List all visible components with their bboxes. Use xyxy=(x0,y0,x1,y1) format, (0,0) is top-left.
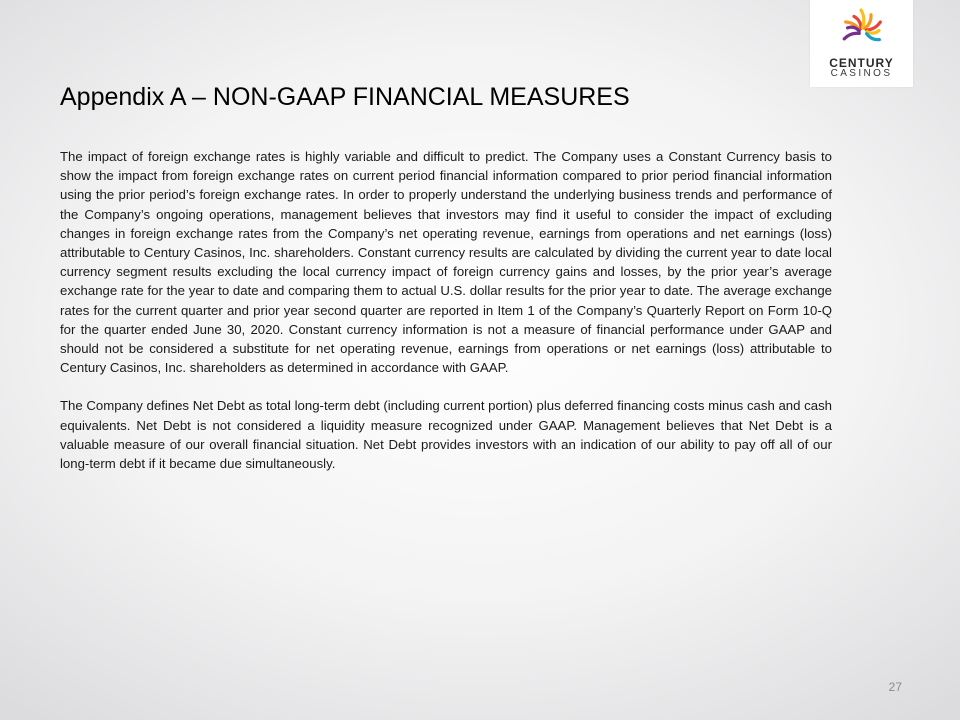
paragraph-constant-currency: The impact of foreign exchange rates is highly variable and difficult to predict. The Company uses a Constant Currency basis to show the impact from foreign exchange rates on current period financial information compared to prior period financial information using the prior period’s foreign exchange rates. In order to properly understand the underlying business trends and performance of the Company’s ongoing operations, management believes that investors may find it useful to consider the impact of excluding changes in foreign exchange rates from the Company’s net operating revenue, earnings from operations and net earnings (loss) attributable to Century Casinos, Inc. shareholders. Constant currency results are calculated by dividing the current year to date local currency segment results excluding the local currency impact of foreign currency gains and losses, by the prior year’s average exchange rate for the year to date and comparing them to actual U.S. dollar results for the prior year to date. The average exchange rates for the current quarter and prior year second quarter are reported in Item 1 of the Company’s Quarterly Report on Form 10-Q for the quarter ended June 30, 2020. Constant currency information is not a measure of financial performance under GAAP and should not be considered a substitute for net operating revenue, earnings from operations or net earnings (loss) attributable to Century Casinos, Inc. shareholders as determined in accordance with GAAP. xyxy=(60,149,832,376)
logo-ray xyxy=(848,27,860,31)
logo-brand-top: CENTURY xyxy=(829,56,894,70)
page-number: 27 xyxy=(888,680,902,694)
century-casinos-logo xyxy=(810,0,913,87)
paragraph-net-debt: The Company defines Net Debt as total long-term debt (including current portion) plus deferred financing costs minus cash and cash equivalents. Net Debt is not considered a liquidity measure recognized under GAAP. Management believes that Net Debt is a valuable measure of our overall financial situation. Net Debt provides investors with an indication of our ability to pay off all of our long-term debt if it became due simultaneously. xyxy=(60,398,832,472)
logo-brand-bottom: CASINOS xyxy=(830,68,893,79)
logo-ray xyxy=(867,31,879,34)
starburst-logo-icon xyxy=(838,4,888,54)
slide-title: Appendix A – NON-GAAP FINANCIAL MEASURES xyxy=(60,83,630,111)
logo-ray xyxy=(844,33,859,39)
logo-ray xyxy=(865,15,871,29)
slide-body xyxy=(60,147,832,492)
